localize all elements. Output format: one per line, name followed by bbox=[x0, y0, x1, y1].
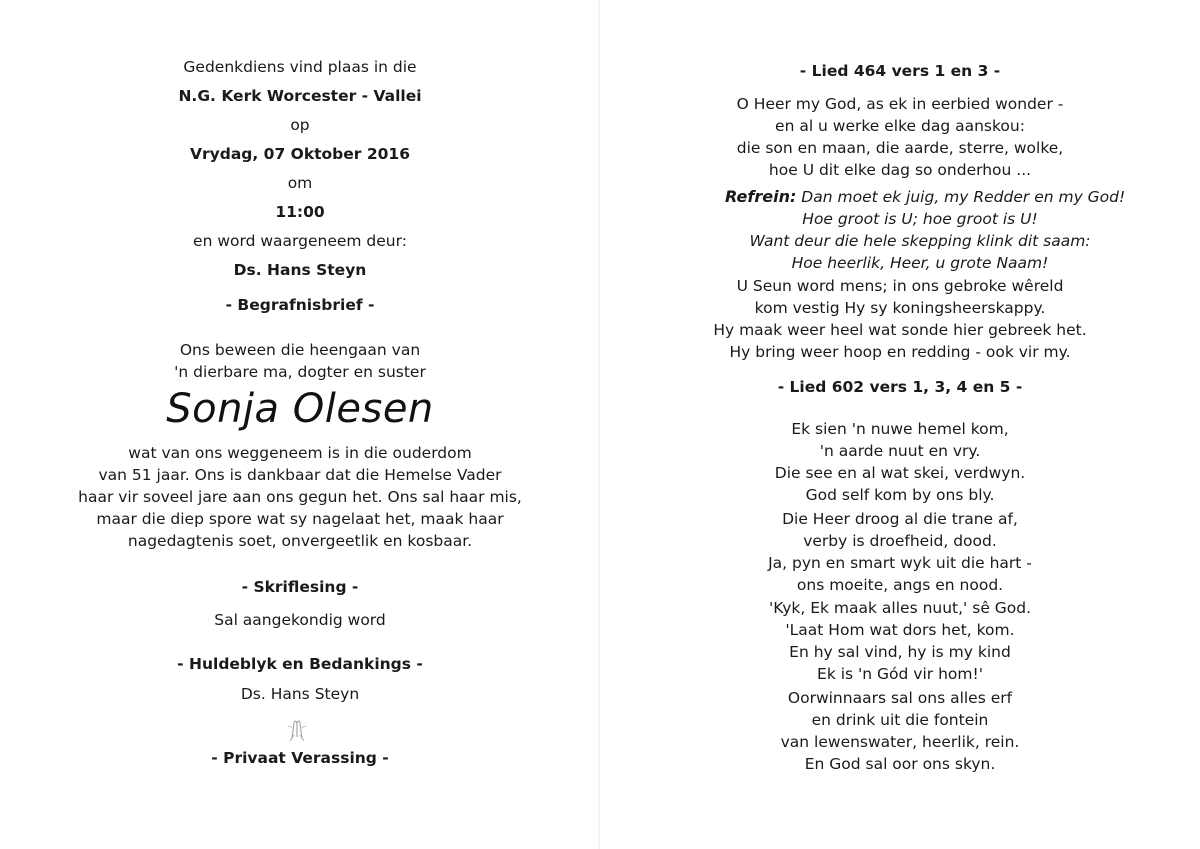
tribute-line: haar vir soveel jare aan ons gegun het. Ons sal haar mis, bbox=[78, 488, 522, 506]
verse-line: hoe U dit elke dag so onderhou ... bbox=[768, 161, 1032, 179]
closing-heading: - Privaat Verassing - bbox=[211, 749, 389, 767]
announcement-line: 'n dierbare ma, dogter en suster bbox=[174, 363, 426, 381]
hymn1-heading: - Lied 464 vers 1 en 3 - bbox=[799, 62, 1001, 80]
refrain-line: Hoe groot is U; hoe groot is U! bbox=[802, 210, 1038, 228]
hymn2-heading: - Lied 602 vers 1, 3, 4 en 5 - bbox=[777, 378, 1023, 396]
tributes-by: Ds. Hans Steyn bbox=[240, 685, 360, 703]
hymn2-verse1 bbox=[600, 418, 1200, 506]
verse-line: Ek is 'n Gód vir hom!' bbox=[817, 665, 983, 683]
intro-line: Gedenkdiens vind plaas in die bbox=[183, 58, 417, 76]
verse-line: kom vestig Hy sy koningsheerskappy. bbox=[754, 299, 1046, 317]
refrain-line: Hoe heerlik, Heer, u grote Naam! bbox=[791, 254, 1049, 272]
refrain-label: Refrein: bbox=[725, 187, 797, 206]
verse-line: En God sal oor ons skyn. bbox=[804, 755, 996, 773]
refrain-line: Want deur die hele skepping klink dit saam: bbox=[749, 232, 1091, 250]
refrain-line bbox=[725, 186, 1125, 208]
intro-line: op bbox=[290, 116, 310, 134]
tribute-text bbox=[0, 442, 600, 552]
tribute-line: maar die diep spore wat sy nagelaat het, maak haar bbox=[96, 510, 504, 528]
reading-heading: - Skriflesing - bbox=[241, 578, 359, 596]
verse-line: en al u werke elke dag aanskou: bbox=[775, 117, 1025, 135]
verse-line: Hy bring weer hoop en redding - ook vir my. bbox=[729, 343, 1071, 361]
verse-line: ons moeite, angs en nood. bbox=[796, 576, 1004, 594]
service-date: Vrydag, 07 Oktober 2016 bbox=[190, 145, 410, 163]
verse-line: 'Kyk, Ek maak alles nuut,' sê God. bbox=[768, 599, 1032, 617]
verse-line: 'Laat Hom wat dors het, kom. bbox=[785, 621, 1015, 639]
intro-line: en word waargeneem deur: bbox=[193, 232, 407, 250]
verse-line: van lewenswater, heerlik, rein. bbox=[780, 733, 1020, 751]
praying-hands-icon bbox=[282, 715, 312, 743]
service-details bbox=[0, 56, 600, 288]
verse-line: Die Heer droog al die trane af, bbox=[782, 510, 1018, 528]
hymn2-verse4 bbox=[600, 597, 1200, 685]
hymn1-verse1 bbox=[600, 93, 1200, 181]
verse-line: O Heer my God, as ek in eerbied wonder - bbox=[736, 95, 1064, 113]
refrain-block bbox=[725, 186, 1125, 208]
tribute-line: wat van ons weggeneem is in die ouderdom bbox=[128, 444, 472, 462]
refrain-continued bbox=[600, 208, 1200, 274]
verse-line: U Seun word mens; in ons gebroke wêreld bbox=[736, 277, 1064, 295]
right-page bbox=[600, 0, 1200, 849]
verse-line: die son en maan, die aarde, sterre, wolke, bbox=[736, 139, 1064, 157]
verse-line: verby is droefheid, dood. bbox=[803, 532, 997, 550]
verse-line: En hy sal vind, hy is my kind bbox=[789, 643, 1011, 661]
verse-line: en drink uit die fontein bbox=[811, 711, 989, 729]
tribute-line: nagedagtenis soet, onvergeetlik en kosbaar. bbox=[127, 532, 473, 550]
refrain-text: Dan moet ek juig, my Redder en my God! bbox=[801, 188, 1126, 206]
announcement-line: Ons beween die heengaan van bbox=[179, 341, 421, 359]
tributes-heading: - Huldeblyk en Bedankings - bbox=[177, 655, 423, 673]
verse-line: Ja, pyn en smart wyk uit die hart - bbox=[768, 554, 1032, 572]
deceased-name: Sonja Olesen bbox=[166, 386, 434, 432]
verse-line: Ek sien 'n nuwe hemel kom, bbox=[791, 420, 1009, 438]
service-time: 11:00 bbox=[275, 203, 325, 221]
hymn1-verse3 bbox=[600, 275, 1200, 363]
verse-line: God self kom by ons bly. bbox=[805, 486, 995, 504]
verse-line: Die see en al wat skei, verdwyn. bbox=[774, 464, 1026, 482]
church-name: N.G. Kerk Worcester - Vallei bbox=[178, 87, 422, 105]
announcement bbox=[0, 339, 600, 383]
reading-text: Sal aangekondig word bbox=[214, 611, 386, 629]
tribute-line: van 51 jaar. Ons is dankbaar dat die Hemelse Vader bbox=[98, 466, 502, 484]
intro-line: om bbox=[287, 174, 313, 192]
verse-line: Oorwinnaars sal ons alles erf bbox=[787, 689, 1013, 707]
verse-line: Hy maak weer heel wat sonde hier gebreek het. bbox=[713, 321, 1087, 339]
letter-heading: - Begrafnisbrief - bbox=[225, 296, 375, 314]
officiant-name: Ds. Hans Steyn bbox=[233, 261, 367, 279]
verse-line: 'n aarde nuut en vry. bbox=[819, 442, 981, 460]
hymn2-verse5 bbox=[600, 687, 1200, 775]
hymn2-verse3 bbox=[600, 508, 1200, 596]
